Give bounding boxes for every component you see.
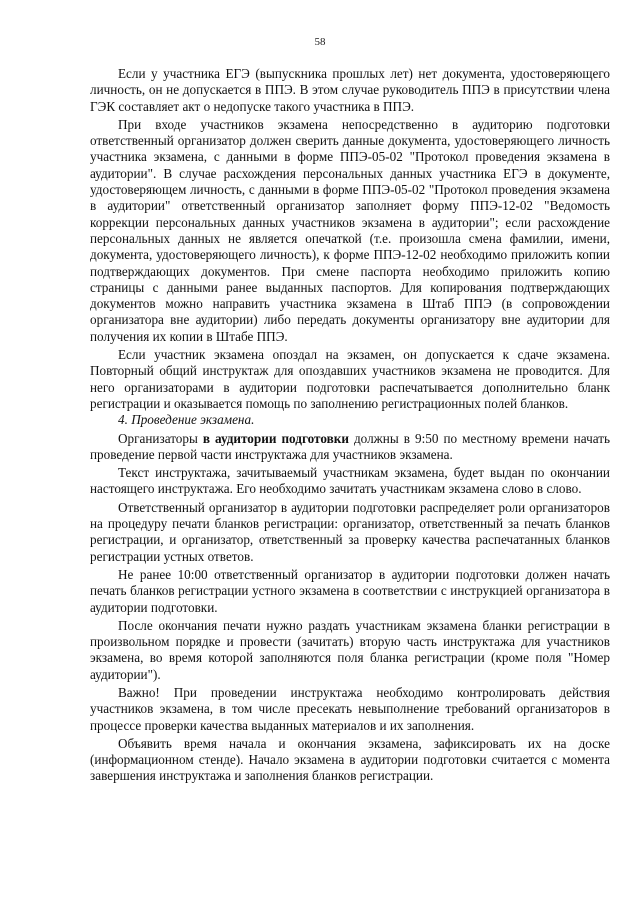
paragraph-distribution: После окончания печати нужно раздать участникам экзамена бланки регистрации в произвольном порядке и провести (зачитать) вторую часть инструктажа для участников экзамена, во время которой заполняются поля бланка регистрации (кроме поля "Номер аудитории").	[90, 617, 610, 682]
paragraph-announce-time: Объявить время начала и окончания экзамена, зафиксировать их на доске (информационном стенде). Начало экзамена в аудитории подготовки считается с момента завершения инструктажа и заполнения бланков регистрации.	[90, 735, 610, 784]
section-heading: 4. Проведение экзамена.	[118, 412, 255, 428]
document-page	[90, 40, 610, 785]
page-number: 58	[314, 36, 326, 48]
paragraph-roles: Ответственный организатор в аудитории подготовки распределяет роли организаторов на процедуру печати бланков регистрации: организатор, ответственный за печать бланков регистрации, и организатор, ответственный за проверку качества распечатанных бланков регистрации устных ответов.	[90, 499, 610, 564]
paragraph-late-participant: Если участник экзамена опоздал на экзамен, он допускается к сдаче экзамена. Повторный общий инструктаж для опоздавших участников экзамена не проводится. Для него организаторами в аудитории подготовки распечатывается дополнительно бланк регистрации и оказывается помощь по заполнению регистрационных полей бланков.	[90, 347, 610, 411]
paragraph-important: Важно! При проведении инструктажа необходимо контролировать действия участников экзамена, в том числе пресекать невыполнение требований организаторов в процессе проверки качества выданных материалов и их заполнения.	[90, 684, 610, 733]
briefing-text-after: должны в 9:50 по местному времени начать проведение первой части инструктажа для участников экзамена.	[90, 430, 610, 462]
paragraph-briefing-start	[90, 431, 610, 464]
paragraph-missing-id: Если у участника ЕГЭ (выпускника прошлых лет) нет документа, удостоверяющего личность, он не допускается в ППЭ. В этом случае руководитель ППЭ в присутствии члена ГЭК составляет акт о недопуске такого участника в ППЭ.	[90, 66, 610, 114]
paragraph-entry-check: При входе участников экзамена непосредственно в аудиторию подготовки ответственный организатор должен сверить данные документа, удостоверяющего личность участника экзамена, с данными в форме ППЭ-05-02 "Протокол проведения экзамена в аудитории". В случае расхождения персональных данных участника ЕГЭ в документе, удостоверяющем личность, с данными в форме ППЭ-05-02 "Протокол проведения экзамена в аудитории" ответственный организатор заполняет форму ППЭ-12-02 "Ведомость коррекции персональных данных участников экзамена в аудитории"; если расхождение персональных данных не является опечаткой (т.е. произошла смена фамилии, имени, документа, удостоверяющего личность), к форме ППЭ-12-02 необходимо приложить копии подтверждающих документов. При смене паспорта необходимо приложить копию страницы с данными ранее выданных паспортов. Для копирования подтверждающих документов можно направить участника экзамена в Штаб ППЭ (в сопровождении организатора вне аудитории) либо передать документы организатору вне аудитории для получения их копии в Штабе ППЭ.	[90, 116, 610, 344]
paragraph-printing: Не ранее 10:00 ответственный организатор в аудитории подготовки должен начать печать бланков регистрации устного экзамена в соответствии с инструкцией организатора в аудитории подготовки.	[90, 566, 610, 615]
briefing-text-before: Организаторы	[118, 430, 203, 446]
paragraph-briefing-text: Текст инструктажа, зачитываемый участникам экзамена, будет выдан по окончании настоящего инструктажа. Его необходимо зачитать участникам экзамена слово в слово.	[90, 465, 610, 497]
briefing-text-bold: в аудитории подготовки	[202, 430, 349, 446]
